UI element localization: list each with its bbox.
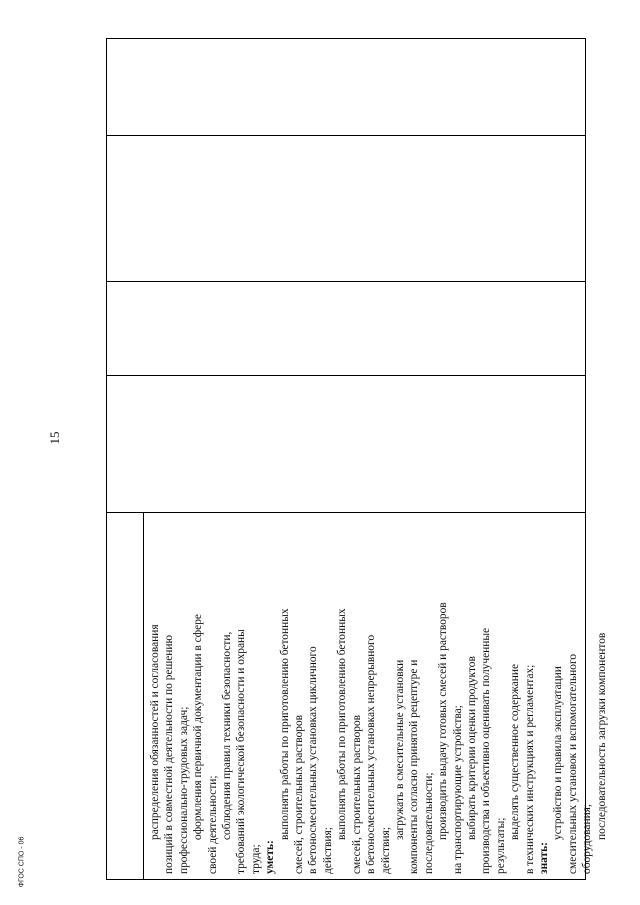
section-heading: знать: [537, 842, 550, 874]
text-line: труда; [249, 844, 262, 874]
text-line: профессионально-трудовых задач; [177, 706, 190, 874]
text-line: результаты; [494, 817, 507, 874]
text-line: последовательность загрузки компонентов [595, 632, 608, 840]
text-line: на транспортирующие устройства; [451, 705, 464, 874]
text-line: смесей, строительных растворов [293, 714, 306, 874]
table-column-divider [106, 135, 586, 136]
section-heading: уметь: [264, 840, 277, 874]
text-line: загружать в смесительные установки [393, 659, 406, 840]
text-line: выделять существенное содержание [509, 663, 522, 840]
table-column-divider [106, 281, 586, 282]
text-line: устройство и правила эксплуатации [552, 666, 565, 840]
text-line: производить выдачу готовых смесей и растворов [437, 602, 450, 840]
text-line: выполнять работы по приготовлению бетонных [278, 608, 291, 840]
text-line: требований экологической безопасности и охраны [235, 629, 248, 874]
text-line: действия; [379, 827, 392, 874]
table-column-divider [106, 375, 586, 376]
text-line: действия; [321, 827, 334, 874]
text-line: выполнять работы по приготовлению бетонных [336, 608, 349, 840]
text-line: компоненты согласно принятой рецептуре и [408, 659, 421, 874]
text-line: соблюдения правил техники безопасности, [221, 631, 234, 840]
page-number: 15 [47, 431, 62, 445]
text-line: последовательности; [422, 772, 435, 874]
text-line: в бетоносмесительных установках непрерывного [365, 634, 378, 874]
text-line: смесительных установок и вспомогательного [566, 653, 579, 874]
text-line: позиций в совместной деятельности по решению [163, 635, 176, 874]
text-line: производства и объективно оценивать полученные [480, 627, 493, 874]
text-line: оформления первичной документации в сфере [192, 614, 205, 840]
text-line: в бетоносмесительных установках цикличного [307, 646, 320, 874]
text-line: выбирать критерии оценки продуктов [465, 656, 478, 840]
text-line: в технических инструкциях и регламентах; [523, 664, 536, 874]
text-line: распределения обязанностей и согласования [149, 624, 161, 840]
text-line: своей деятельности; [206, 775, 219, 874]
footer-standard-code: ФГОС СПО - 06 [18, 836, 26, 888]
text-line: оборудования; [581, 803, 594, 874]
table-text-cell [144, 512, 608, 880]
text-line: смесей, строительных растворов [350, 714, 363, 874]
